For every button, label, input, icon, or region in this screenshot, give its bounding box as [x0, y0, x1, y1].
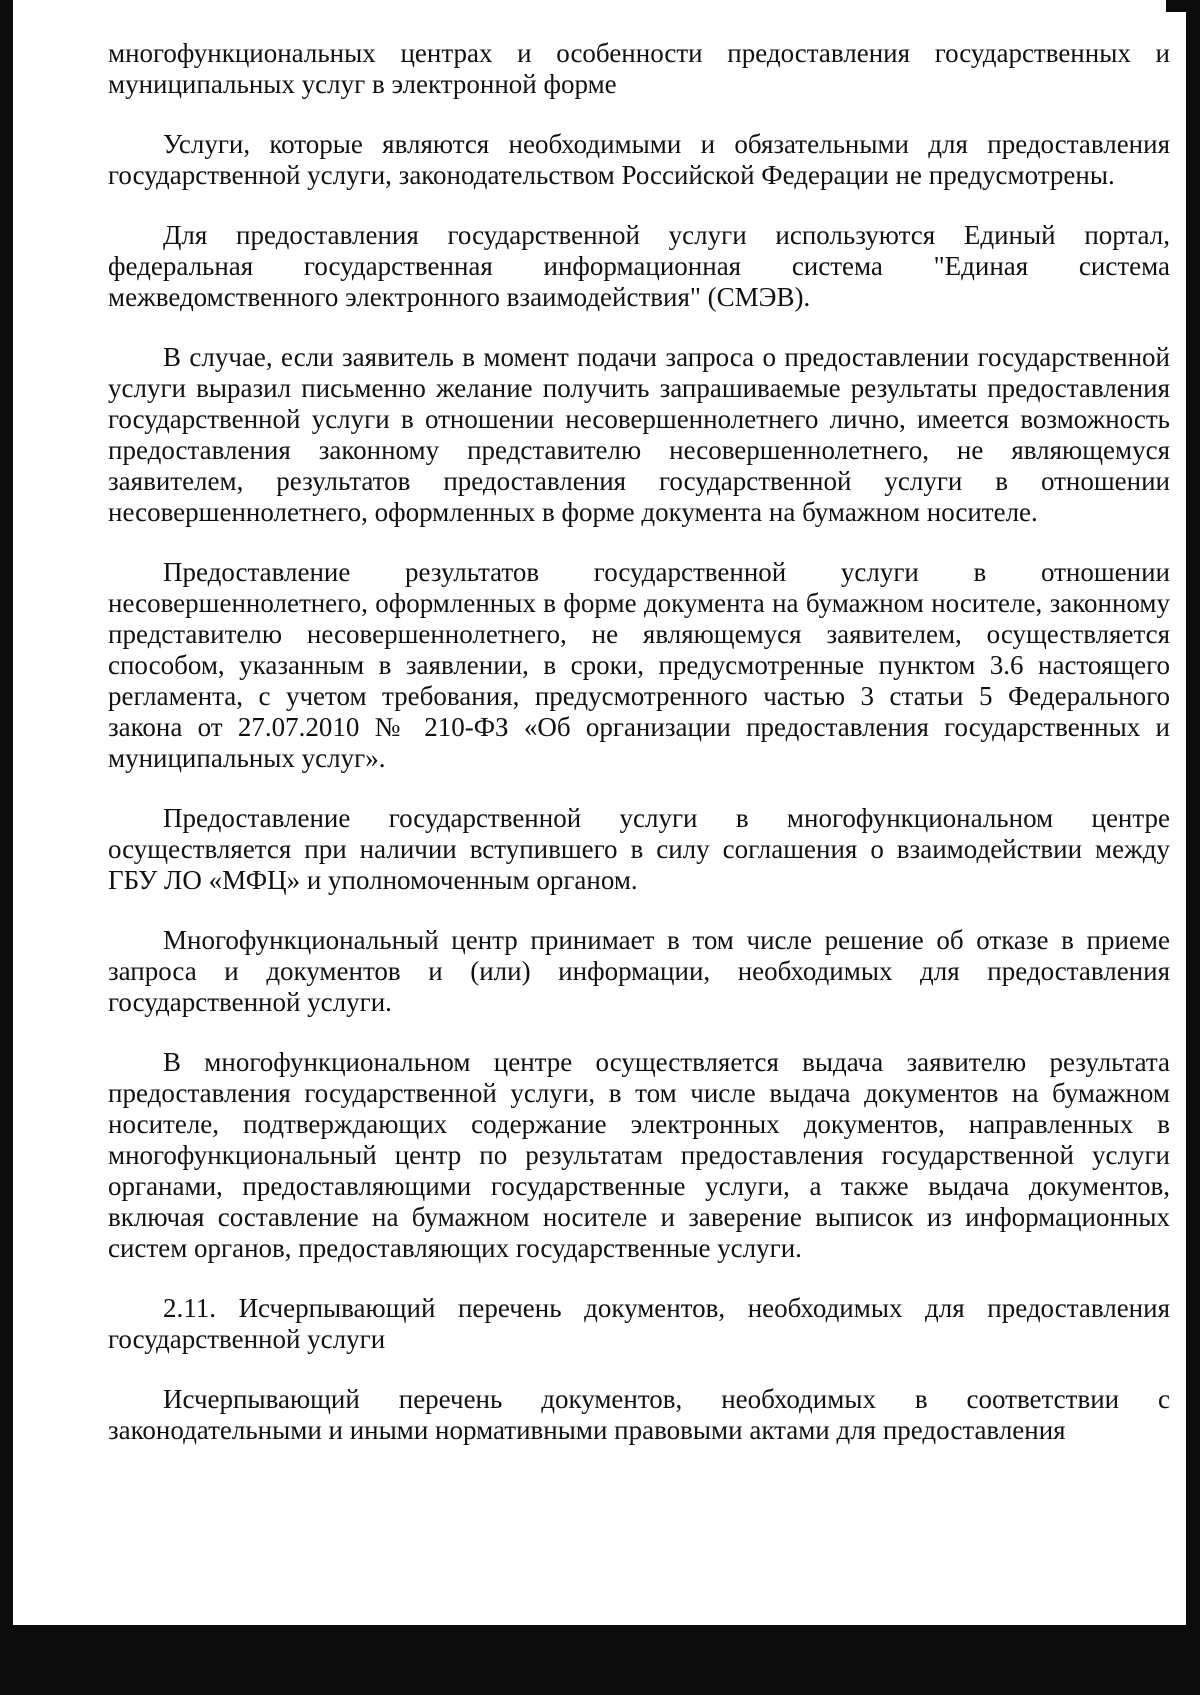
document-page — [108, 38, 1170, 1475]
paragraph-mfc-refusal: Многофункциональный центр принимает в том числе решение об отказе в приеме запроса и документов и (или) информации, необходимых для предоставления государственной услуги. — [108, 925, 1170, 1017]
scan-border-bottom — [0, 1625, 1200, 1695]
paragraph-continuation: многофункциональных центрах и особенности предоставления государственных и муниципальных услуг в электронной форме — [108, 38, 1170, 99]
paragraph-services-not-required: Услуги, которые являются необходимыми и обязательными для предоставления государственной услуги, законодательством Российской Федерации не предусмотрены. — [108, 129, 1170, 190]
scan-border-left — [0, 0, 13, 1695]
paragraph-results-delivery: Предоставление результатов государственной услуги в отношении несовершеннолетнего, оформленных в форме документа на бумажном носителе, законному представителю несовершеннолетнего, не являющемуся заявителем, осуществляется способом, указанным в заявлении, в сроки, предусмотренные пунктом 3.6 настоящего регламента, с учетом требования, предусмотренного частью 3 статьи 5 Федерального закона от 27.07.2010 № 210-ФЗ «Об организации предоставления государственных и муниципальных услуг». — [108, 557, 1170, 773]
paragraph-mfc-agreement: Предоставление государственной услуги в многофункциональном центре осуществляется при наличии вступившего в силу соглашения о взаимодействии между ГБУ ЛО «МФЦ» и уполномоченным органом. — [108, 803, 1170, 895]
paragraph-portal-smev: Для предоставления государственной услуги используются Единый портал, федеральная государственная информационная система "Единая система межведомственного электронного взаимодействия" (СМЭВ). — [108, 220, 1170, 312]
paragraph-minor-results: В случае, если заявитель в момент подачи запроса о предоставлении государственной услуги выразил письменно желание получить запрашиваемые результаты предоставления государственной услуги в отношении несовершеннолетнего лично, имеется возможность предоставления законному представителю несовершеннолетнего, не являющемуся заявителем, результатов предоставления государственной услуги в отношении несовершеннолетнего, оформленных в форме документа на бумажном носителе. — [108, 342, 1170, 527]
paragraph-mfc-issuance: В многофункциональном центре осуществляется выдача заявителю результата предоставления государственной услуги, в том числе выдача документов на бумажном носителе, подтверждающих содержание электронных документов, направленных в многофункциональный центр по результатам предоставления государственной услуги органами, предоставляющими государственные услуги, а также выдача документов, включая составление на бумажном носителе и заверение выписок из информационных систем органов, предоставляющих государственные услуги. — [108, 1047, 1170, 1263]
scan-border-right — [1186, 0, 1200, 1695]
section-heading-2-11: 2.11. Исчерпывающий перечень документов, необходимых для предоставления государственной услуги — [108, 1293, 1170, 1354]
paragraph-documents-list: Исчерпывающий перечень документов, необходимых в соответствии с законодательными и иными нормативными правовыми актами для предоставления — [108, 1384, 1170, 1445]
scan-corner-top-right — [1166, 0, 1200, 12]
